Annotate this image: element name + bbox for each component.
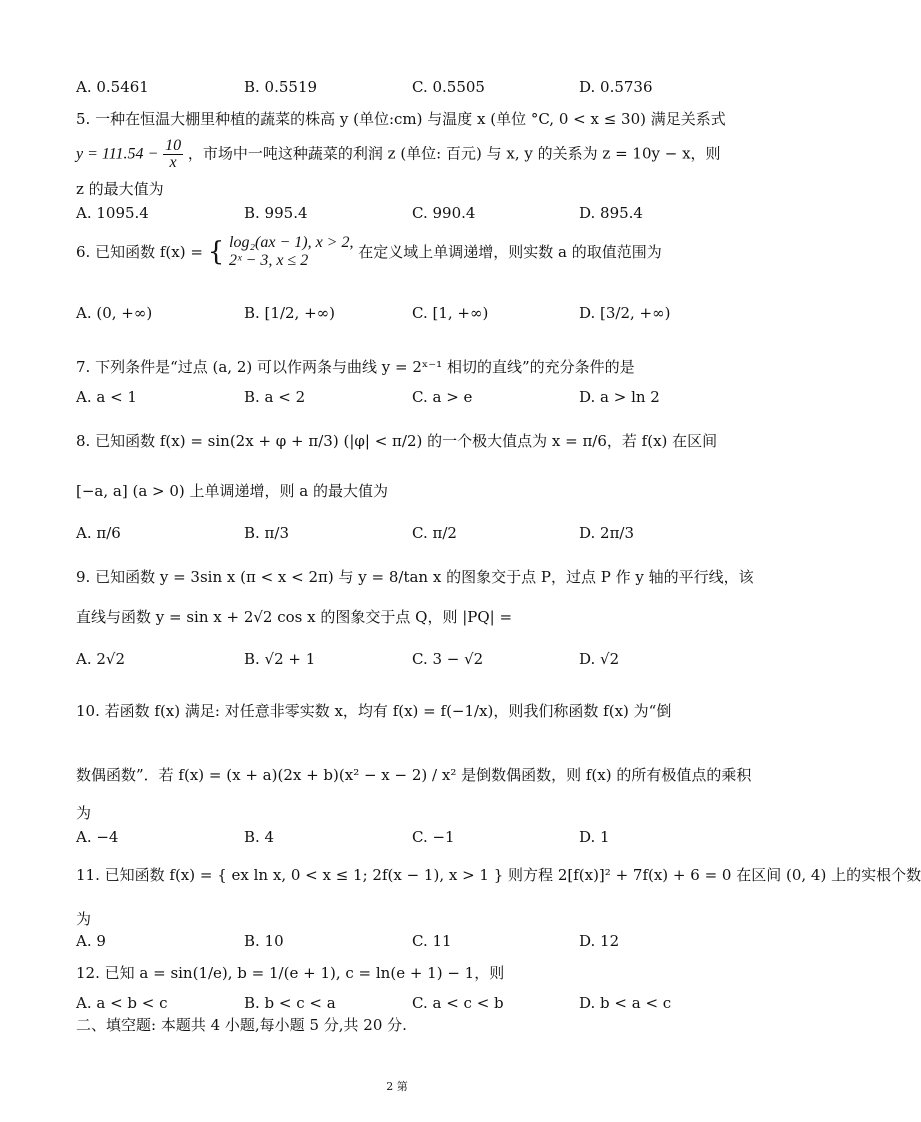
- section-heading-fill-in: 二、填空题: 本题共 4 小题,每小题 5 分,共 20 分.: [76, 1016, 407, 1034]
- q7-stem: 7. 下列条件是“过点 (a, 2) 可以作两条与曲线 y = 2ˣ⁻¹ 相切的直线”的充分条件的是: [76, 358, 635, 376]
- q8-line1: 8. 已知函数 f(x) = sin(2x + φ + π/3) (|φ| < π/2) 的一个极大值点为 x = π/6，若 f(x) 在区间: [76, 432, 718, 450]
- q5-line2: [76, 138, 726, 178]
- q10-option-c[interactable]: C. −1: [412, 828, 455, 846]
- q4-option-c[interactable]: C. 0.5505: [412, 78, 485, 96]
- q4-options: [76, 76, 736, 110]
- q10-option-b[interactable]: B. 4: [244, 828, 275, 846]
- q5-options: [76, 202, 736, 236]
- q6-brace: {: [207, 237, 225, 267]
- q8-option-b[interactable]: B. π/3: [244, 524, 290, 542]
- q12-stem: 12. 已知 a = sin(1/e), b = 1/(e + 1), c = ln(e + 1) − 1，则: [76, 964, 505, 982]
- q8-option-a[interactable]: A. π/6: [76, 524, 121, 542]
- q6-stem-post: 在定义域上单调递增，则实数 a 的取值范围为: [358, 243, 662, 261]
- q12-option-a[interactable]: A. a < b < c: [76, 994, 168, 1012]
- q12-option-d[interactable]: D. b < a < c: [579, 994, 672, 1012]
- q6-option-c[interactable]: C. [1, +∞): [412, 304, 489, 322]
- q12-option-c[interactable]: C. a < c < b: [412, 994, 504, 1012]
- q8-line2: [−a, a] (a > 0) 上单调递增，则 a 的最大值为: [76, 482, 389, 500]
- q6-option-d[interactable]: D. [3/2, +∞): [579, 304, 671, 322]
- q10-line3: 为: [76, 804, 92, 822]
- q11-option-b[interactable]: B. 10: [244, 932, 284, 950]
- q7-option-c[interactable]: C. a > e: [412, 388, 473, 406]
- q11-options: [76, 930, 736, 964]
- q5-fraction: [163, 138, 183, 171]
- q5-option-c[interactable]: C. 990.4: [412, 204, 476, 222]
- q5-option-d[interactable]: D. 895.4: [579, 204, 643, 222]
- q9-option-a[interactable]: A. 2√2: [76, 650, 126, 668]
- q11-option-d[interactable]: D. 12: [579, 932, 620, 950]
- q6-case1: log₂(ax − 1), x > 2,: [229, 234, 354, 251]
- q11-option-c[interactable]: C. 11: [412, 932, 452, 950]
- q6-option-a[interactable]: A. (0, +∞): [76, 304, 153, 322]
- q7-option-a[interactable]: A. a < 1: [76, 388, 137, 406]
- q6-stem: [76, 232, 726, 272]
- q6-stem-pre: 6. 已知函数 f(x) =: [76, 243, 203, 261]
- q5-fraction-num: 10: [165, 137, 182, 154]
- q7-option-b[interactable]: B. a < 2: [244, 388, 306, 406]
- q5-line3: z 的最大值为: [76, 180, 164, 198]
- q5-option-b[interactable]: B. 995.4: [244, 204, 308, 222]
- q8-option-d[interactable]: D. 2π/3: [579, 524, 635, 542]
- q10-option-d[interactable]: D. 1: [579, 828, 610, 846]
- q4-option-a[interactable]: A. 0.5461: [76, 78, 149, 96]
- q6-option-b[interactable]: B. [1/2, +∞): [244, 304, 336, 322]
- q9-option-c[interactable]: C. 3 − √2: [412, 650, 484, 668]
- q12-option-b[interactable]: B. b < c < a: [244, 994, 336, 1012]
- q5-fraction-den: x: [169, 154, 177, 171]
- q5-option-a[interactable]: A. 1095.4: [76, 204, 149, 222]
- q11-option-a[interactable]: A. 9: [76, 932, 106, 950]
- q8-option-c[interactable]: C. π/2: [412, 524, 457, 542]
- q9-options: [76, 648, 736, 682]
- q9-option-d[interactable]: D. √2: [579, 650, 620, 668]
- q10-options: [76, 826, 736, 860]
- q9-option-b[interactable]: B. √2 + 1: [244, 650, 316, 668]
- q9-line1: 9. 已知函数 y = 3sin x (π < x < 2π) 与 y = 8/tan x 的图象交于点 P，过点 P 作 y 轴的平行线，该: [76, 568, 754, 586]
- q7-options: [76, 386, 736, 420]
- q9-line2: 直线与函数 y = sin x + 2√2 cos x 的图象交于点 Q，则 |PQ| =: [76, 608, 513, 626]
- page-footer: 2 第: [386, 1080, 408, 1093]
- q4-option-b[interactable]: B. 0.5519: [244, 78, 318, 96]
- q10-line2: 数偶函数”．若 f(x) = (x + a)(2x + b)(x² − x − 2) / x² 是倒数偶函数，则 f(x) 的所有极值点的乘积: [76, 766, 752, 784]
- q10-line1: 10. 若函数 f(x) 满足: 对任意非零实数 x，均有 f(x) = f(−1/x)，则我们称函数 f(x) 为“倒: [76, 702, 672, 720]
- q5-formula-pre: y = 111.54 −: [76, 145, 159, 163]
- q5-line1: 5. 一种在恒温大棚里种植的蔬菜的株高 y (单位:cm) 与温度 x (单位 °C, 0 < x ≤ 30) 满足关系式: [76, 110, 726, 128]
- q4-option-d[interactable]: D. 0.5736: [579, 78, 653, 96]
- q10-option-a[interactable]: A. −4: [76, 828, 119, 846]
- q11-line1: 11. 已知函数 f(x) = { ex ln x, 0 < x ≤ 1; 2f(x − 1), x > 1 } 则方程 2[f(x)]² + 7f(x) + 6 = 0 在区间 (0, 4) 上的实根个数: [76, 866, 921, 884]
- q11-line2: 为: [76, 910, 92, 928]
- q6-case2: 2ˣ − 3, x ≤ 2: [229, 252, 309, 269]
- q7-option-d[interactable]: D. a > ln 2: [579, 388, 660, 406]
- q8-options: [76, 522, 736, 556]
- q5-line2-post: ，市场中一吨这种蔬菜的利润 z (单位: 百元) 与 x, y 的关系为 z = 10y − x，则: [187, 144, 721, 163]
- q6-options: [76, 302, 736, 336]
- q6-cases: [229, 234, 353, 270]
